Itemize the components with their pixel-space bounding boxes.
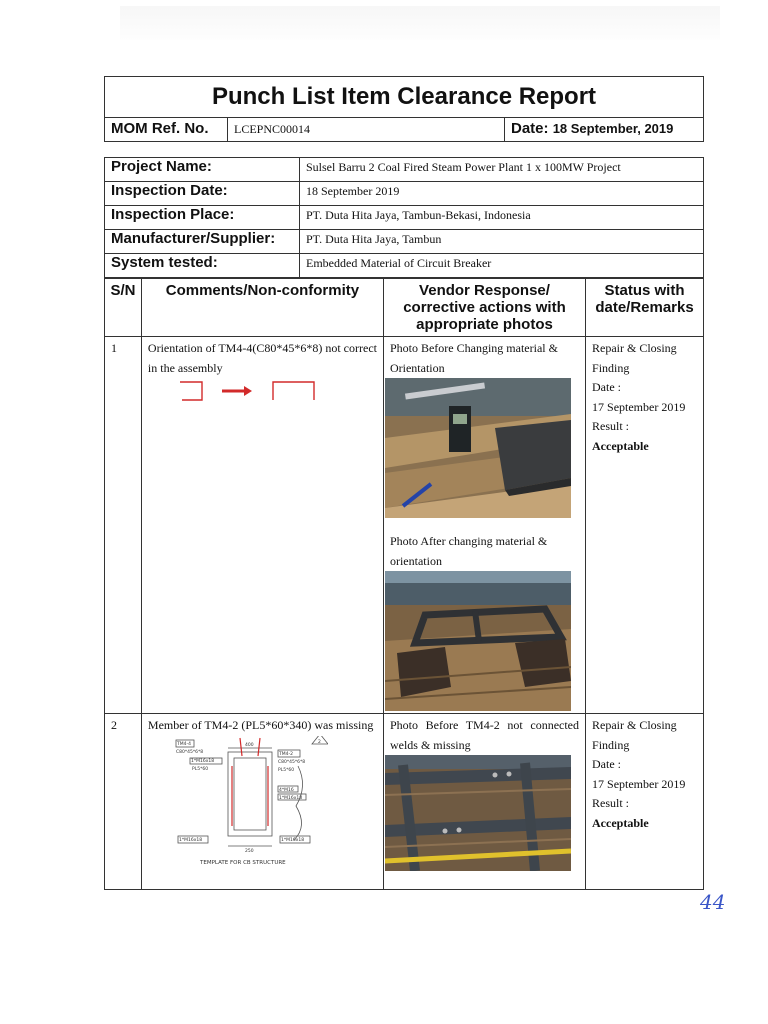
header-sn: S/N [105, 279, 142, 337]
inspection-date-label: Inspection Date: [105, 182, 300, 206]
status-result-value: Acceptable [592, 815, 649, 830]
status-result-value: Acceptable [592, 438, 649, 453]
punch-list-table [104, 278, 704, 890]
row-vendor-cell [383, 337, 585, 714]
photo-after-image [385, 571, 571, 711]
mom-ref-value: LCEPNC00014 [228, 118, 505, 142]
system-tested-value: Embedded Material of Circuit Breaker [300, 254, 704, 278]
row-comment-cell [141, 337, 383, 714]
project-info-table [104, 157, 704, 278]
drawing-label: TM4-4 [176, 741, 191, 747]
channel-correct-shape [273, 382, 314, 400]
row-comment-cell [141, 714, 383, 890]
inspection-date-value: 18 September 2019 [300, 182, 704, 206]
drawing-label: 250 [244, 848, 254, 854]
photo-before-caption: Photo Before Changing material & Orientation [389, 341, 558, 375]
drawing-label: 4*M16 [278, 787, 294, 793]
report-date [505, 118, 704, 142]
header-vendor-response: Vendor Response/ corrective actions with appropriate photos [383, 279, 585, 337]
manufacturer-label: Manufacturer/Supplier: [105, 230, 300, 254]
row-comment: Orientation of TM4-4(C80*45*6*8) not correct in the assembly [147, 341, 377, 375]
row-comment: Member of TM4-2 (PL5*60*340) was missing [147, 718, 374, 732]
drawing-label: 1*M16x18 [280, 837, 305, 843]
drawing-label: 1*M16x18 [178, 837, 203, 843]
status-result-label: Result : [592, 419, 630, 433]
status-date-value: 17 September 2019 [592, 776, 686, 791]
status-repair: Repair & Closing Finding [592, 341, 677, 375]
table-row [105, 337, 704, 714]
handwritten-page-mark: 44 [700, 890, 726, 914]
scan-shadow [120, 6, 720, 40]
project-name-label: Project Name: [105, 158, 300, 182]
drawing-label: PL5*60 [191, 766, 208, 772]
mom-ref-label: MOM Ref. No. [105, 118, 228, 142]
info-row [105, 182, 704, 206]
drawing-label: 1*M16x18 [278, 795, 303, 801]
status-date-label: Date : [592, 757, 622, 771]
row-status-cell [586, 337, 704, 714]
orientation-sketch [148, 378, 328, 408]
drawing-label: 2 [317, 739, 321, 745]
row-vendor-cell [383, 714, 585, 890]
report-title: Punch List Item Clearance Report [105, 77, 704, 118]
drawing-label: 400 [244, 742, 254, 748]
info-row [105, 206, 704, 230]
drawing-label: PL5*60 [277, 767, 294, 773]
inspection-place-value: PT. Duta Hita Jaya, Tambun-Bekasi, Indonesia [300, 206, 704, 230]
status-result-label: Result : [592, 796, 630, 810]
drawing-caption: TEMPLATE FOR CB STRUCTURE [199, 859, 286, 866]
system-tested-label: System tested: [105, 254, 300, 278]
photo-after-caption: Photo After changing material & orientation [389, 534, 548, 568]
photo-missing-member-image [385, 755, 571, 871]
row-sn: 1 [105, 337, 142, 714]
header-status: Status with date/Remarks [586, 279, 704, 337]
status-date-value: 17 September 2019 [592, 399, 686, 414]
header-comments: Comments/Non-conformity [141, 279, 383, 337]
drawing-label: C80*45*6*8 [175, 749, 203, 755]
drawing-label: TM4-2 [278, 751, 293, 757]
row-sn: 2 [105, 714, 142, 890]
date-label: Date: [511, 120, 549, 137]
photo-before-caption: Photo Before TM4-2 not connected welds & missing [389, 718, 580, 752]
info-row [105, 158, 704, 182]
arrow-right-icon [244, 386, 252, 396]
photo-before-image [385, 378, 571, 518]
info-row [105, 230, 704, 254]
cb-structure-drawing [148, 736, 328, 868]
drawing-label: 1*M16x18 [190, 758, 215, 764]
table-row [105, 714, 704, 890]
date-value: 18 September, 2019 [552, 121, 674, 136]
report-header [104, 76, 704, 142]
info-row [105, 254, 704, 278]
status-repair: Repair & Closing Finding [592, 718, 677, 752]
inspection-place-label: Inspection Place: [105, 206, 300, 230]
manufacturer-value: PT. Duta Hita Jaya, Tambun [300, 230, 704, 254]
row-status-cell [586, 714, 704, 890]
table-header-row [105, 279, 704, 337]
channel-wrong-shape [180, 382, 202, 400]
project-name-value: Sulsel Barru 2 Coal Fired Steam Power Plant 1 x 100MW Project [300, 158, 704, 182]
drawing-label: C80*45*6*8 [277, 759, 305, 765]
status-date-label: Date : [592, 380, 622, 394]
